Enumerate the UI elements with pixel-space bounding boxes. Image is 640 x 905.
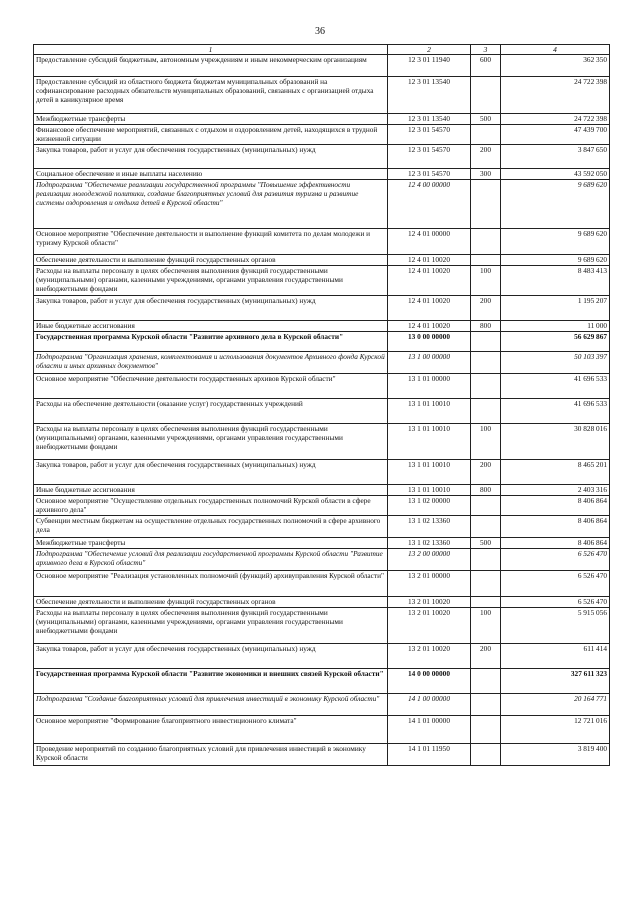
table-row bbox=[34, 424, 610, 460]
row-expense-type-cell bbox=[471, 669, 501, 694]
table-row bbox=[34, 255, 610, 266]
row-sum-cell: 8 406 864 bbox=[501, 538, 610, 549]
header-col-expense-type: 3 bbox=[471, 45, 501, 55]
row-expense-type-cell: 100 bbox=[471, 608, 501, 644]
page-number: 36 bbox=[315, 26, 325, 37]
row-sum-cell: 2 403 316 bbox=[501, 485, 610, 496]
row-code-cell: 13 1 01 10010 bbox=[388, 399, 471, 424]
row-name-cell: Закупка товаров, работ и услуг для обеспечения государственных (муниципальных) нужд bbox=[34, 296, 388, 321]
row-code-cell: 13 2 01 10020 bbox=[388, 597, 471, 608]
row-name-cell: Проведение мероприятий по созданию благоприятных условий для привлечения инвестиций в экономику Курской области bbox=[34, 744, 388, 766]
row-name-cell: Иные бюджетные ассигнования bbox=[34, 485, 388, 496]
row-expense-type-cell: 200 bbox=[471, 644, 501, 669]
table-row bbox=[34, 549, 610, 571]
row-expense-type-cell bbox=[471, 716, 501, 744]
row-name-cell: Финансовое обеспечение мероприятий, связанных с отдыхом и оздоровлением детей, находящихся в трудной жизненной ситуации bbox=[34, 125, 388, 145]
row-expense-type-cell bbox=[471, 496, 501, 516]
row-name-cell: Социальное обеспечение и иные выплаты населению bbox=[34, 169, 388, 180]
row-sum-cell: 12 721 016 bbox=[501, 716, 610, 744]
row-code-cell: 12 4 01 10020 bbox=[388, 255, 471, 266]
row-sum-cell: 3 847 650 bbox=[501, 145, 610, 169]
table-row bbox=[34, 321, 610, 332]
row-name-cell: Подпрограмма "Создание благоприятных условий для привлечения инвестиций в экономику Курской области" bbox=[34, 694, 388, 716]
row-expense-type-cell bbox=[471, 571, 501, 597]
row-code-cell: 13 1 01 10010 bbox=[388, 424, 471, 460]
row-code-cell: 13 2 00 00000 bbox=[388, 549, 471, 571]
row-sum-cell: 11 000 bbox=[501, 321, 610, 332]
table-row bbox=[34, 516, 610, 538]
row-expense-type-cell bbox=[471, 229, 501, 255]
row-expense-type-cell bbox=[471, 694, 501, 716]
row-expense-type-cell: 500 bbox=[471, 114, 501, 125]
row-sum-cell: 41 696 533 bbox=[501, 374, 610, 399]
table-row bbox=[34, 352, 610, 374]
row-code-cell: 12 3 01 11940 bbox=[388, 55, 471, 77]
row-name-cell: Расходы на обеспечение деятельности (оказание услуг) государственных учреждений bbox=[34, 399, 388, 424]
table-row bbox=[34, 145, 610, 169]
row-expense-type-cell bbox=[471, 374, 501, 399]
row-expense-type-cell bbox=[471, 744, 501, 766]
table-header-row bbox=[34, 45, 610, 55]
row-sum-cell: 327 611 323 bbox=[501, 669, 610, 694]
row-name-cell: Закупка товаров, работ и услуг для обеспечения государственных (муниципальных) нужд bbox=[34, 145, 388, 169]
row-expense-type-cell: 300 bbox=[471, 169, 501, 180]
row-code-cell: 13 1 01 10010 bbox=[388, 485, 471, 496]
table-row bbox=[34, 716, 610, 744]
row-name-cell: Межбюджетные трансферты bbox=[34, 114, 388, 125]
row-sum-cell: 6 526 470 bbox=[501, 549, 610, 571]
row-code-cell: 14 0 00 00000 bbox=[388, 669, 471, 694]
table-row bbox=[34, 55, 610, 77]
row-code-cell: 12 4 01 00000 bbox=[388, 229, 471, 255]
row-code-cell: 12 4 01 10020 bbox=[388, 321, 471, 332]
row-sum-cell: 5 915 056 bbox=[501, 608, 610, 644]
row-name-cell: Закупка товаров, работ и услуг для обеспечения государственных (муниципальных) нужд bbox=[34, 460, 388, 485]
row-expense-type-cell bbox=[471, 597, 501, 608]
budget-table bbox=[33, 44, 610, 766]
header-col-sum: 4 bbox=[501, 45, 610, 55]
table-row bbox=[34, 114, 610, 125]
row-sum-cell: 9 689 620 bbox=[501, 229, 610, 255]
row-sum-cell: 56 629 867 bbox=[501, 332, 610, 352]
row-sum-cell: 9 689 620 bbox=[501, 180, 610, 229]
table-body bbox=[34, 55, 610, 766]
row-code-cell: 12 4 01 10020 bbox=[388, 266, 471, 296]
row-expense-type-cell bbox=[471, 125, 501, 145]
row-sum-cell: 43 592 050 bbox=[501, 169, 610, 180]
header-col-name: 1 bbox=[34, 45, 388, 55]
row-code-cell: 12 4 01 10020 bbox=[388, 296, 471, 321]
row-name-cell: Иные бюджетные ассигнования bbox=[34, 321, 388, 332]
row-name-cell: Обеспечение деятельности и выполнение функций государственных органов bbox=[34, 597, 388, 608]
row-name-cell: Закупка товаров, работ и услуг для обеспечения государственных (муниципальных) нужд bbox=[34, 644, 388, 669]
row-expense-type-cell: 800 bbox=[471, 321, 501, 332]
row-expense-type-cell: 100 bbox=[471, 424, 501, 460]
row-sum-cell: 24 722 398 bbox=[501, 77, 610, 114]
row-sum-cell: 611 414 bbox=[501, 644, 610, 669]
row-expense-type-cell: 200 bbox=[471, 145, 501, 169]
row-code-cell: 14 1 01 11950 bbox=[388, 744, 471, 766]
row-expense-type-cell: 600 bbox=[471, 55, 501, 77]
row-sum-cell: 20 164 771 bbox=[501, 694, 610, 716]
table-row bbox=[34, 744, 610, 766]
row-expense-type-cell bbox=[471, 255, 501, 266]
row-name-cell: Предоставление субсидий бюджетным, автономным учреждениям и иным некоммерческим организациям bbox=[34, 55, 388, 77]
row-code-cell: 13 1 02 00000 bbox=[388, 496, 471, 516]
row-code-cell: 13 2 01 10020 bbox=[388, 608, 471, 644]
row-sum-cell: 6 526 470 bbox=[501, 597, 610, 608]
table-row bbox=[34, 332, 610, 352]
row-sum-cell: 41 696 533 bbox=[501, 399, 610, 424]
row-sum-cell: 9 689 620 bbox=[501, 255, 610, 266]
row-code-cell: 14 1 01 00000 bbox=[388, 716, 471, 744]
table-row bbox=[34, 229, 610, 255]
row-code-cell: 12 3 01 54570 bbox=[388, 145, 471, 169]
table-row bbox=[34, 460, 610, 485]
row-name-cell: Субвенции местным бюджетам на осуществление отдельных государственных полномочий в сфере архивного дела bbox=[34, 516, 388, 538]
row-code-cell: 12 3 01 54570 bbox=[388, 125, 471, 145]
row-expense-type-cell: 500 bbox=[471, 538, 501, 549]
row-name-cell: Подпрограмма "Обеспечение реализации государственной программы "Повышение эффективности реализации молодежной политики, создание благоприятных условий для развития туризма и развитие системы оздоровления и отдыха детей в Курской области" bbox=[34, 180, 388, 229]
row-name-cell: Расходы на выплаты персоналу в целях обеспечения выполнения функций государственными (муниципальными) органами, казенными учреждениями, органами управления государственными внебюджетными фондами bbox=[34, 266, 388, 296]
row-code-cell: 12 4 00 00000 bbox=[388, 180, 471, 229]
row-sum-cell: 47 439 700 bbox=[501, 125, 610, 145]
row-sum-cell: 8 465 201 bbox=[501, 460, 610, 485]
row-name-cell: Обеспечение деятельности и выполнение функций государственных органов bbox=[34, 255, 388, 266]
row-expense-type-cell: 200 bbox=[471, 460, 501, 485]
table-row bbox=[34, 77, 610, 114]
row-name-cell: Основное мероприятие "Реализация установленных полномочий (функций) архивуправления Курской области" bbox=[34, 571, 388, 597]
row-expense-type-cell bbox=[471, 516, 501, 538]
row-name-cell: Основное мероприятие "Обеспечение деятельности государственных архивов Курской области" bbox=[34, 374, 388, 399]
table-row bbox=[34, 496, 610, 516]
row-name-cell: Государственная программа Курской области "Развитие архивного дела в Курской области" bbox=[34, 332, 388, 352]
row-code-cell: 13 2 01 00000 bbox=[388, 571, 471, 597]
row-code-cell: 12 3 01 54570 bbox=[388, 169, 471, 180]
row-expense-type-cell bbox=[471, 549, 501, 571]
row-expense-type-cell bbox=[471, 332, 501, 352]
row-name-cell: Расходы на выплаты персоналу в целях обеспечения выполнения функций государственными (муниципальными) органами, казенными учреждениями, органами управления государственными внебюджетными фондами bbox=[34, 424, 388, 460]
row-name-cell: Подпрограмма "Обеспечение условий для реализации государственной программы Курской области "Развитие архивного дела в Курской области" bbox=[34, 549, 388, 571]
row-code-cell: 13 0 00 00000 bbox=[388, 332, 471, 352]
table-row bbox=[34, 125, 610, 145]
row-name-cell: Предоставление субсидий из областного бюджета бюджетам муниципальных образований на софинансирование расходных обязательств муниципальных образований, связанных с организацией отдыха детей в каникулярное время bbox=[34, 77, 388, 114]
row-name-cell: Подпрограмма "Организация хранения, комплектования и использования документов Архивного фонда Курской области и иных архивных документов" bbox=[34, 352, 388, 374]
row-sum-cell: 362 350 bbox=[501, 55, 610, 77]
table-row bbox=[34, 571, 610, 597]
row-name-cell: Основное мероприятие "Обеспечение деятельности и выполнение функций комитета по делам молодежи и туризму Курской области" bbox=[34, 229, 388, 255]
row-code-cell: 13 1 02 13360 bbox=[388, 538, 471, 549]
row-sum-cell: 6 526 470 bbox=[501, 571, 610, 597]
table-row bbox=[34, 296, 610, 321]
row-sum-cell: 8 406 864 bbox=[501, 496, 610, 516]
row-expense-type-cell: 200 bbox=[471, 296, 501, 321]
row-expense-type-cell bbox=[471, 180, 501, 229]
table-row bbox=[34, 399, 610, 424]
row-code-cell: 12 3 01 13540 bbox=[388, 77, 471, 114]
row-sum-cell: 8 406 864 bbox=[501, 516, 610, 538]
table-row bbox=[34, 644, 610, 669]
table-row bbox=[34, 169, 610, 180]
table-row bbox=[34, 538, 610, 549]
table-row bbox=[34, 485, 610, 496]
table-row bbox=[34, 694, 610, 716]
row-expense-type-cell bbox=[471, 352, 501, 374]
row-name-cell: Основное мероприятие "Осуществление отдельных государственных полномочий Курской области в сфере архивного дела" bbox=[34, 496, 388, 516]
row-name-cell: Расходы на выплаты персоналу в целях обеспечения выполнения функций государственными (муниципальными) органами, казенными учреждениями, органами управления государственными внебюджетными фондами bbox=[34, 608, 388, 644]
row-sum-cell: 1 195 207 bbox=[501, 296, 610, 321]
row-sum-cell: 50 103 397 bbox=[501, 352, 610, 374]
row-expense-type-cell bbox=[471, 399, 501, 424]
table-row bbox=[34, 266, 610, 296]
row-name-cell: Межбюджетные трансферты bbox=[34, 538, 388, 549]
table-row bbox=[34, 597, 610, 608]
row-name-cell: Основное мероприятие "Формирование благоприятного инвестиционного климата" bbox=[34, 716, 388, 744]
row-code-cell: 13 1 01 10010 bbox=[388, 460, 471, 485]
row-code-cell: 13 1 00 00000 bbox=[388, 352, 471, 374]
row-code-cell: 14 1 00 00000 bbox=[388, 694, 471, 716]
row-code-cell: 13 2 01 10020 bbox=[388, 644, 471, 669]
header-col-code: 2 bbox=[388, 45, 471, 55]
table-row bbox=[34, 180, 610, 229]
row-code-cell: 12 3 01 13540 bbox=[388, 114, 471, 125]
row-expense-type-cell bbox=[471, 77, 501, 114]
row-sum-cell: 24 722 398 bbox=[501, 114, 610, 125]
row-expense-type-cell: 100 bbox=[471, 266, 501, 296]
table-row bbox=[34, 608, 610, 644]
table-row bbox=[34, 374, 610, 399]
row-code-cell: 13 1 01 00000 bbox=[388, 374, 471, 399]
row-sum-cell: 8 483 413 bbox=[501, 266, 610, 296]
row-name-cell: Государственная программа Курской области "Развитие экономики и внешних связей Курской области" bbox=[34, 669, 388, 694]
table-row bbox=[34, 669, 610, 694]
row-sum-cell: 30 828 016 bbox=[501, 424, 610, 460]
row-expense-type-cell: 800 bbox=[471, 485, 501, 496]
row-sum-cell: 3 819 400 bbox=[501, 744, 610, 766]
row-code-cell: 13 1 02 13360 bbox=[388, 516, 471, 538]
